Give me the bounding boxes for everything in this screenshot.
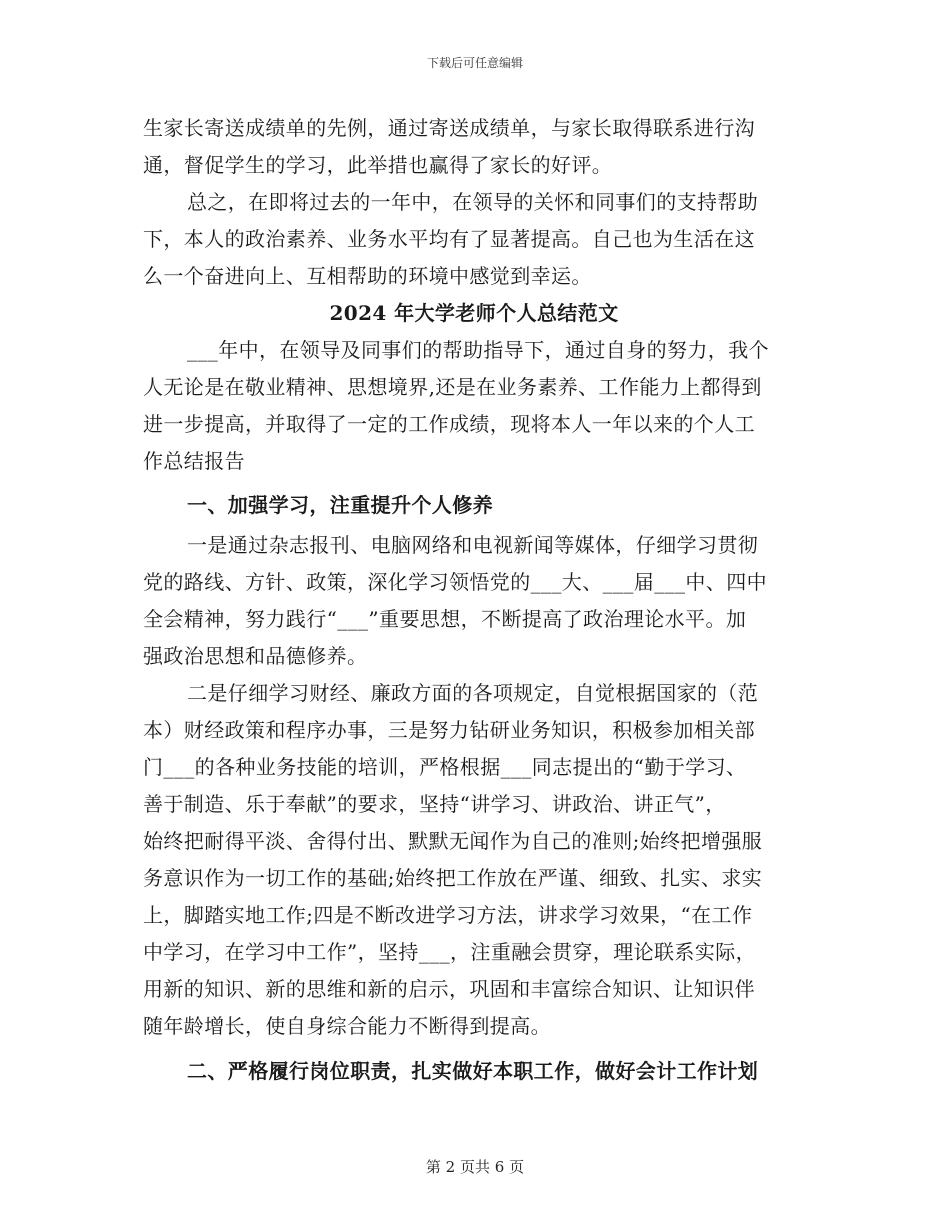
text-line: 本）财经政策和程序办事，三是努力钻研业务知识，积极参加相关部: [143, 718, 755, 742]
text-line: 始终把耐得平淡、舍得付出、默默无闻作为自己的准则;始终把增强服: [143, 829, 763, 853]
text-line: 一是通过杂志报刊、电脑网络和电视新闻等媒体，仔细学习贯彻: [187, 533, 759, 557]
text-line: 善于制造、乐于奉献”的要求，坚持“讲学习、讲政治、讲正气”，: [143, 792, 726, 816]
document-title: 2024 年大学老师个人总结范文: [329, 301, 619, 325]
text-line: 人无论是在敬业精神、思想境界,还是在业务素养、工作能力上都得到: [143, 375, 762, 399]
text-line: 下，本人的政治素养、业务水平均有了显著提高。自己也为生活在这: [143, 227, 755, 251]
text-line: 上，脚踏实地工作;四是不断改进学习方法，讲求学习效果，“在工作: [143, 903, 753, 927]
text-line: 通，督促学生的学习，此举措也赢得了家长的好评。: [143, 153, 613, 177]
text-line: 强政治思想和品德修养。: [143, 644, 368, 668]
text-line: 务意识作为一切工作的基础;始终把工作放在严谨、细致、扎实、求实: [143, 866, 763, 890]
text-line: 党的路线、方针、政策，深化学习领悟党的___大、___届___中、四中: [143, 570, 767, 594]
text-line: 么一个奋进向上、互相帮助的环境中感觉到幸运。: [143, 264, 592, 288]
text-line: 生家长寄送成绩单的先例，通过寄送成绩单，与家长取得联系进行沟: [143, 116, 755, 140]
paragraph-intro: [143, 110, 805, 184]
page-footer: 第 2 页共 6 页: [425, 1158, 525, 1176]
text-line: 二是仔细学习财经、廉政方面的各项规定，自觉根据国家的（范: [187, 681, 759, 705]
text-line: 总之，在即将过去的一年中，在领导的关怀和同事们的支持帮助: [187, 190, 759, 214]
section-heading-2: 二、严格履行岗位职责，扎实做好本职工作，做好会计工作计划: [187, 1059, 759, 1083]
paragraph-opening: [143, 332, 805, 480]
paragraph-summary: [143, 184, 805, 295]
paragraph-second: [143, 675, 805, 1045]
text-line: 门___的各种业务技能的培训，严格根据___同志提出的“勤于学习、: [143, 755, 747, 779]
text-line: 随年龄增长，使自身综合能力不断得到提高。: [143, 1014, 551, 1038]
section-heading-1: 一、加强学习，注重提升个人修养: [187, 493, 493, 517]
page-header: 下载后可任意编辑: [426, 56, 523, 70]
text-line: 作总结报告: [143, 449, 245, 473]
paragraph-first: [143, 527, 805, 675]
text-line: 全会精神，努力践行“___”重要思想，不断提高了政治理论水平。加: [143, 607, 747, 631]
text-line: 用新的知识、新的思维和新的启示，巩固和丰富综合知识、让知识伴: [143, 977, 755, 1001]
document-body: [143, 110, 805, 1090]
text-line: 中学习，在学习中工作”，坚持___，注重融会贯穿，理论联系实际，: [143, 940, 757, 964]
text-line: ___年中，在领导及同事们的帮助指导下，通过自身的努力，我个: [187, 338, 769, 362]
text-line: 进一步提高，并取得了一定的工作成绩，现将本人一年以来的个人工: [143, 412, 755, 436]
